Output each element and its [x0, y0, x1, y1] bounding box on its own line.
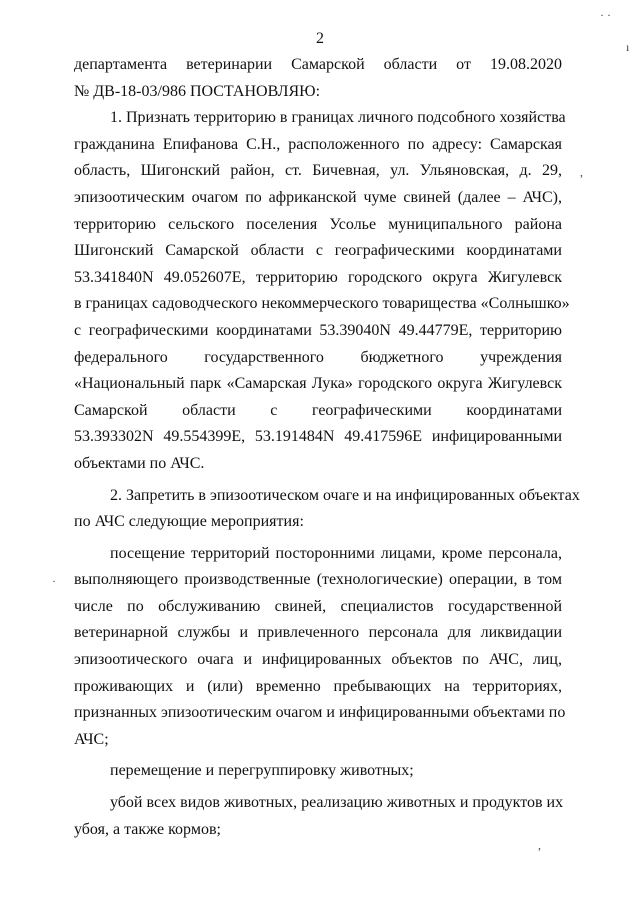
text-line: область, Шигонский район, ст. Бичевная, ул. Ульяновская, д. 29,	[74, 162, 562, 180]
text-line: Самарской области с географическими координатами	[74, 401, 562, 419]
text-line: № ДВ-18-03/986 ПОСТАНОВЛЯЮ:	[74, 82, 321, 100]
text-line: проживающих и (или) временно пребывающих на территориях,	[74, 677, 562, 695]
text-line: признанных эпизоотическим очагом и инфицированными объектами по	[74, 704, 566, 722]
text-line: ветеринарной службы и привлеченного персонала для ликвидации	[74, 624, 562, 642]
text-line: числе по обслуживанию свиней, специалистов государственной	[74, 597, 562, 615]
text-line: 1. Признать территорию в границах личного подсобного хозяйства	[110, 109, 566, 127]
text-line: эпизоотическим очагом по африканской чуме свиней (далее – АЧС),	[74, 188, 562, 206]
scan-artifact: ,	[538, 838, 541, 852]
text-line: с географическими координатами 53.39040N 49.44779E, территорию	[74, 321, 562, 339]
text-line: убой всех видов животных, реализацию животных и продуктов их	[110, 794, 564, 812]
text-line: территорию сельского поселения Усолье муниципального района	[74, 215, 562, 233]
text-line: перемещение и перегруппировку животных;	[110, 762, 414, 780]
text-line: 53.341840N 49.052607E, территорию городского округа Жигулевск	[74, 268, 562, 286]
page-number: 2	[316, 30, 324, 47]
document-body	[74, 52, 580, 843]
text-line: федерального государственного бюджетного учреждения	[74, 348, 562, 366]
text-line: гражданина Епифанова С.Н., расположенного по адресу: Самарская	[74, 135, 562, 153]
text-line: департамента ветеринарии Самарской области от 19.08.2020	[74, 56, 562, 73]
text-line: АЧС;	[74, 730, 109, 748]
text-line: Шигонский Самарской области с географическими координатами	[74, 242, 562, 260]
text-line: убоя, а также кормов;	[74, 820, 221, 838]
scan-artifact: · ·	[600, 8, 611, 22]
scan-artifact: ·	[52, 574, 56, 588]
text-line: 2. Запретить в эпизоотическом очаге и на инфицированных объектах	[110, 486, 580, 504]
text-line: в границах садоводческого некоммерческого товарищества «Солнышко»	[74, 295, 570, 313]
text-line: по АЧС следующие мероприятия:	[74, 513, 304, 531]
text-line: объектами по АЧС.	[74, 454, 205, 472]
text-line: посещение территорий посторонними лицами, кроме персонала,	[110, 544, 562, 562]
text-line: эпизоотического очага и инфицированных объектов по АЧС, лиц,	[74, 651, 562, 669]
text-line: 53.393302N 49.554399E, 53.191484N 49.417596E инфицированными	[74, 428, 562, 446]
text-line: выполняющего производственные (технологические) операции, в том	[74, 571, 562, 589]
text-line: «Национальный парк «Самарская Лука» городского округа Жигулевск	[74, 375, 562, 393]
scan-artifact: ,	[580, 165, 583, 179]
scan-artifact: ı	[626, 40, 630, 54]
